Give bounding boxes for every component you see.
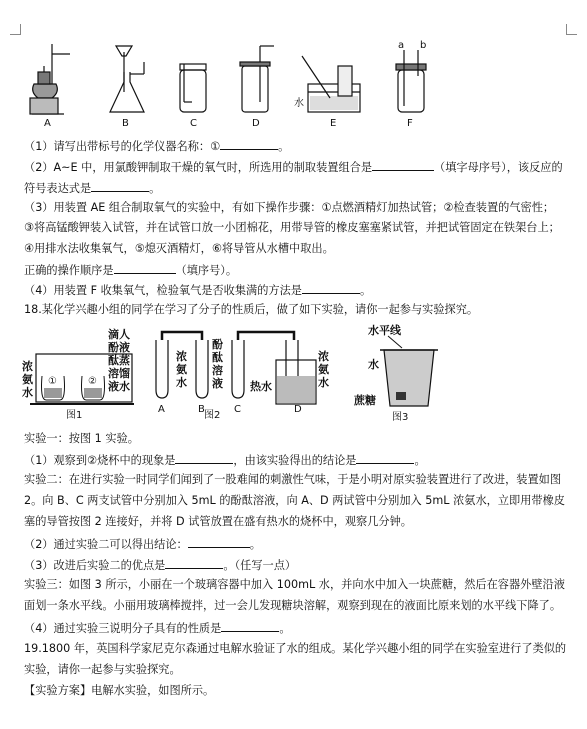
exp3-text-1: 实验三：如图 3 所示，小丽在一个玻璃容器中加入 100mL 水，并向水中加入一块蔗糖，然后在容器外壁沿液 bbox=[24, 578, 565, 591]
apparatus-e bbox=[302, 56, 360, 112]
figure-2 bbox=[150, 326, 346, 422]
fig2-tube-c-label-4: 液 bbox=[212, 377, 223, 390]
fig1-caption: 图1 bbox=[66, 410, 83, 420]
q17-text-2a: （2）A~E 中，用氯酸钾制取干燥的氧气时，所选用的制取装置组合是 bbox=[24, 161, 373, 174]
fig3-level-label: 水平线 bbox=[368, 324, 401, 337]
apparatus-c bbox=[180, 64, 206, 112]
apparatus-figure bbox=[20, 36, 440, 128]
fig2-tube-b-label-3: 水 bbox=[176, 376, 187, 389]
q17-text-7b: （填序号）。 bbox=[175, 264, 238, 277]
answer-blank[interactable] bbox=[91, 180, 149, 192]
answer-blank[interactable] bbox=[372, 159, 434, 171]
q17-text-1: （1）请写出带标号的化学仪器名称：① bbox=[24, 140, 221, 153]
fig1-left-label-1: 浓 bbox=[22, 360, 33, 373]
apparatus-label-f: F bbox=[407, 118, 413, 128]
fig2-tube-c-label-3: 溶 bbox=[212, 364, 223, 377]
fig3-caption: 图3 bbox=[392, 412, 409, 422]
apparatus-tube-b-label: b bbox=[420, 40, 427, 51]
apparatus-tube-a-label: a bbox=[398, 40, 405, 51]
fig1-right-col-2: 酚液 bbox=[108, 341, 130, 354]
exp2-q3-text-b: 。（任写一点） bbox=[223, 559, 297, 572]
exp1-q1-text-b: ，由该实验得出的结论是 bbox=[233, 454, 357, 467]
answer-blank[interactable] bbox=[220, 138, 278, 150]
q19-line-1 bbox=[24, 642, 565, 656]
q17-line-5 bbox=[24, 221, 565, 235]
apparatus-label-e: E bbox=[330, 118, 337, 128]
punct: 。 bbox=[359, 284, 372, 297]
q17-line-6 bbox=[24, 242, 565, 256]
fig1-right-col-4: 溶馏 bbox=[108, 367, 130, 380]
q17-line-7 bbox=[24, 262, 565, 278]
q17-line-1 bbox=[24, 138, 565, 154]
exp1-q1-line bbox=[24, 452, 565, 468]
q17-text-8a: （4）用装置 F 收集氧气，检验氧气是否收集满的方法是 bbox=[24, 284, 302, 297]
answer-blank[interactable] bbox=[114, 262, 176, 274]
q17-line-4 bbox=[24, 201, 565, 215]
fig2-hot-water-label: 热水 bbox=[250, 380, 272, 393]
fig2-caption: 图2 bbox=[204, 410, 221, 421]
fig1-number-1: ① bbox=[48, 376, 57, 387]
fig2-tube-c-label-2: 酞 bbox=[212, 351, 223, 364]
fig2-letter-b: B bbox=[198, 404, 205, 415]
q17-line-2 bbox=[24, 159, 565, 175]
fig2-tube-b-label-1: 浓 bbox=[176, 350, 187, 363]
fig2-tube-b-label-2: 氨 bbox=[176, 363, 187, 376]
answer-blank[interactable] bbox=[302, 282, 360, 294]
apparatus-label-c: C bbox=[190, 118, 197, 128]
exp2-line-2 bbox=[24, 494, 565, 508]
crop-mark-top-right bbox=[566, 24, 577, 35]
q18-intro-text: 18.某化学兴趣小组的同学在学习了分子的性质后，做了如下实验，请你一起参与实验探究。 bbox=[24, 303, 479, 316]
q19-line-2 bbox=[24, 663, 565, 677]
punct: 。 bbox=[414, 454, 426, 467]
apparatus-b bbox=[110, 46, 144, 112]
punct: 。 bbox=[279, 622, 291, 635]
answer-blank[interactable] bbox=[188, 536, 250, 548]
q17-text-5: ③将高锰酸钾装入试管，并在试管口放一小团棉花，用带导管的橡皮塞塞紧试管，并把试管固定在铁架台上； bbox=[24, 221, 560, 234]
exp2-q3-line bbox=[24, 557, 565, 573]
q17-text-3a: 符号表达式是 bbox=[24, 182, 92, 195]
fig1-left-label-3: 水 bbox=[22, 386, 33, 399]
apparatus-a bbox=[30, 44, 70, 114]
apparatus-label-d: D bbox=[252, 118, 260, 128]
fig1-right-col-1: 滴人 bbox=[108, 328, 130, 341]
q17-text-4: （3）用装置 AE 组合制取氧气的实验中，有如下操作步骤：①点燃酒精灯加热试管；②检查装置的气密性； bbox=[24, 201, 555, 214]
exp3-q4-line bbox=[24, 620, 565, 636]
q19-line-3 bbox=[24, 684, 565, 698]
q17-line-8 bbox=[24, 282, 565, 298]
apparatus-label-a: A bbox=[44, 118, 51, 128]
exp2-line-1 bbox=[24, 473, 565, 487]
exp2-q2-text: （2）通过实验二可以得出结论： bbox=[24, 538, 188, 551]
q19-text-3: 【实验方案】电解水实验，如图所示。 bbox=[24, 684, 215, 697]
exp1-q1-text-a: （1）观察到②烧杯中的现象是 bbox=[24, 454, 176, 467]
q17-text-7a: 正确的操作顺序是 bbox=[24, 264, 114, 277]
q17-text-6: ④用排水法收集氧气，⑤熄灭酒精灯，⑥将导管从水槽中取出。 bbox=[24, 242, 334, 255]
figure-3 bbox=[352, 322, 444, 422]
exp3-text-2: 面划一条水平线。小丽用玻璃棒搅拌，过一会儿发现糖块溶解，观察到现在的液面比原来划的水平线下降了。 bbox=[24, 599, 562, 612]
apparatus-d bbox=[240, 46, 274, 112]
exp1-line bbox=[24, 432, 565, 446]
punct: 。 bbox=[249, 538, 261, 551]
exp2-q3-text-a: （3）改进后实验二的优点是 bbox=[24, 559, 166, 572]
exp2-q2-line bbox=[24, 536, 565, 552]
exp1-text: 实验一：按图 1 实验。 bbox=[24, 432, 139, 445]
fig1-left-label-2: 氨 bbox=[22, 373, 33, 386]
answer-blank[interactable] bbox=[165, 557, 223, 569]
fig2-letter-d: D bbox=[294, 404, 302, 415]
exp3-line-2 bbox=[24, 599, 565, 613]
punct: 。 bbox=[149, 182, 161, 195]
q17-text-2b: （填字母序号），该反应的 bbox=[434, 161, 563, 174]
fig2-letter-c: C bbox=[234, 404, 241, 415]
exp2-text-2: 2。向 B、C 两支试管中分别加入 5mL 的酚酞溶液，向 A、D 两试管中分别加入 5mL 浓氨水，立即用带橡皮 bbox=[24, 494, 565, 507]
apparatus-water-label: 水 bbox=[294, 98, 304, 109]
fig2-tube-d-label-2: 氨 bbox=[318, 363, 329, 376]
exp2-text-1: 实验二：在进行实验一时同学们闻到了一股难闻的刺激性气味，于是小明对原实验装置进行了改进，装置如图 bbox=[24, 473, 562, 486]
q17-line-3 bbox=[24, 180, 565, 196]
exp3-q4-text: （4）通过实验三说明分子具有的性质是 bbox=[24, 622, 222, 635]
fig1-right-col-3: 酞蒸 bbox=[108, 354, 130, 367]
figure-1 bbox=[22, 326, 134, 420]
fig2-tube-d-label-3: 水 bbox=[318, 376, 329, 389]
apparatus-label-b: B bbox=[122, 118, 129, 128]
fig1-right-col-5: 液水 bbox=[108, 380, 130, 393]
apparatus-f bbox=[396, 50, 426, 112]
exp2-line-3 bbox=[24, 515, 565, 529]
punct: 。 bbox=[278, 140, 290, 153]
fig2-letter-a: A bbox=[158, 404, 165, 415]
fig2-tube-c-label-1: 酚 bbox=[212, 338, 223, 351]
q18-intro bbox=[24, 303, 565, 317]
fig1-number-2: ② bbox=[88, 376, 97, 387]
crop-mark-top-left bbox=[10, 24, 21, 35]
exp2-text-3: 塞的导管按图 2 连接好，并将 D 试管放置在盛有热水的烧杯中，观察几分钟。 bbox=[24, 515, 412, 528]
q19-text-1: 19.1800 年，英国科学家尼克尔森通过电解水验证了水的组成。某化学兴趣小组的同学在实验室进行了类似的 bbox=[24, 642, 567, 655]
q19-text-2: 实验，请你一起参与实验探究。 bbox=[24, 663, 181, 676]
fig3-water-label: 水 bbox=[368, 358, 379, 371]
exp3-line-1 bbox=[24, 578, 565, 592]
fig2-tube-d-label-1: 浓 bbox=[318, 350, 329, 363]
answer-blank[interactable] bbox=[356, 452, 414, 464]
answer-blank[interactable] bbox=[175, 452, 233, 464]
answer-blank[interactable] bbox=[221, 620, 279, 632]
fig3-sugar-label: 蔗糖 bbox=[354, 394, 376, 407]
